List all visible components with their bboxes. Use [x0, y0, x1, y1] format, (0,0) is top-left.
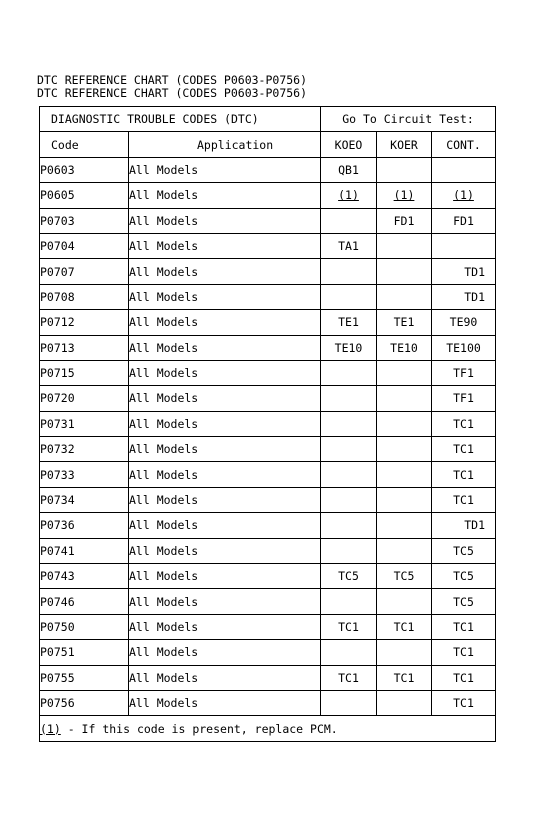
application-cell: All Models: [129, 233, 321, 258]
koeo-test-cell: [321, 437, 377, 462]
application-cell: All Models: [129, 208, 321, 233]
cont-test-cell: TC1: [432, 487, 496, 512]
table-row: [40, 360, 496, 385]
application-cell: All Models: [129, 690, 321, 715]
table-column-header-row: [40, 132, 496, 157]
dtc-code-cell: P0751: [40, 640, 129, 665]
dtc-code-cell: P0708: [40, 284, 129, 309]
cont-test-cell: TC1: [432, 690, 496, 715]
dtc-code-cell: P0746: [40, 589, 129, 614]
dtc-code-cell: P0734: [40, 487, 129, 512]
column-header-application: Application: [129, 132, 321, 157]
application-cell: All Models: [129, 538, 321, 563]
table-row: [40, 564, 496, 589]
cont-test-cell: TC1: [432, 411, 496, 436]
koeo-test-cell: QB1: [321, 157, 377, 182]
koeo-test-cell: [321, 487, 377, 512]
table-row: [40, 690, 496, 715]
table-row: [40, 640, 496, 665]
table-body: [40, 157, 496, 716]
koeo-test-cell: [321, 208, 377, 233]
application-cell: All Models: [129, 462, 321, 487]
dtc-group-header: DIAGNOSTIC TROUBLE CODES (DTC): [40, 107, 321, 132]
dtc-code-cell: P0755: [40, 665, 129, 690]
cont-test-cell: TC1: [432, 614, 496, 639]
koer-test-cell: TE10: [377, 335, 432, 360]
koeo-test-cell: TE1: [321, 310, 377, 335]
koeo-test-cell: [321, 360, 377, 385]
table-row: [40, 259, 496, 284]
koer-test-cell: TC1: [377, 614, 432, 639]
koeo-test-cell: [321, 284, 377, 309]
application-cell: All Models: [129, 386, 321, 411]
koer-test-cell: [377, 259, 432, 284]
table-row: [40, 233, 496, 258]
koer-test-cell: TC1: [377, 665, 432, 690]
koeo-test-cell: TC1: [321, 614, 377, 639]
table-row: [40, 386, 496, 411]
application-cell: All Models: [129, 284, 321, 309]
dtc-code-cell: P0715: [40, 360, 129, 385]
koeo-test-cell: TA1: [321, 233, 377, 258]
application-cell: All Models: [129, 411, 321, 436]
application-cell: All Models: [129, 360, 321, 385]
dtc-code-cell: P0756: [40, 690, 129, 715]
table-row: [40, 462, 496, 487]
koer-test-cell: [377, 589, 432, 614]
cont-test-cell: TF1: [432, 386, 496, 411]
cont-test-cell: TC5: [432, 564, 496, 589]
cont-test-cell: TC1: [432, 462, 496, 487]
koeo-test-cell: [321, 690, 377, 715]
cont-test-cell: FD1: [432, 208, 496, 233]
koer-test-cell: [377, 513, 432, 538]
koeo-test-cell: [321, 589, 377, 614]
koer-test-cell: [377, 284, 432, 309]
table-row: [40, 614, 496, 639]
footnote-marker: (1): [40, 721, 61, 736]
koer-test-cell: TE1: [377, 310, 432, 335]
cont-test-cell: TD1: [432, 284, 496, 309]
koer-test-cell: [377, 640, 432, 665]
table-row: [40, 437, 496, 462]
column-header-koeo: KOEO: [321, 132, 377, 157]
cont-test-cell: TC1: [432, 665, 496, 690]
cont-test-cell: TD1: [432, 259, 496, 284]
koeo-test-cell: [321, 640, 377, 665]
koer-test-cell: [377, 437, 432, 462]
koer-test-cell: (1): [377, 183, 432, 208]
cont-test-cell: TC1: [432, 437, 496, 462]
table-row: [40, 310, 496, 335]
application-cell: All Models: [129, 564, 321, 589]
koer-test-cell: [377, 233, 432, 258]
table-row: [40, 183, 496, 208]
dtc-code-cell: P0741: [40, 538, 129, 563]
dtc-code-cell: P0603: [40, 157, 129, 182]
table-row: [40, 335, 496, 360]
dtc-code-cell: P0703: [40, 208, 129, 233]
table-row: [40, 208, 496, 233]
table-row: [40, 157, 496, 182]
table-row: [40, 411, 496, 436]
column-header-code: Code: [40, 132, 129, 157]
dtc-code-cell: P0704: [40, 233, 129, 258]
footnote: [40, 716, 496, 741]
column-header-koer: KOER: [377, 132, 432, 157]
koer-test-cell: TC5: [377, 564, 432, 589]
dtc-code-cell: P0733: [40, 462, 129, 487]
koer-test-cell: [377, 690, 432, 715]
footnote-row: [40, 716, 496, 741]
table-group-header-row: [40, 107, 496, 132]
dtc-code-cell: P0720: [40, 386, 129, 411]
koeo-test-cell: TE10: [321, 335, 377, 360]
koeo-test-cell: (1): [321, 183, 377, 208]
application-cell: All Models: [129, 589, 321, 614]
koeo-test-cell: [321, 462, 377, 487]
application-cell: All Models: [129, 259, 321, 284]
koer-test-cell: FD1: [377, 208, 432, 233]
dtc-code-cell: P0750: [40, 614, 129, 639]
cont-test-cell: TC5: [432, 589, 496, 614]
application-cell: All Models: [129, 157, 321, 182]
cont-test-cell: TC5: [432, 538, 496, 563]
cont-test-cell: [432, 233, 496, 258]
table-row: [40, 513, 496, 538]
table-row: [40, 538, 496, 563]
koer-test-cell: [377, 487, 432, 512]
koeo-test-cell: [321, 538, 377, 563]
table-row: [40, 589, 496, 614]
dtc-reference-table: [39, 106, 496, 742]
column-header-cont: CONT.: [432, 132, 496, 157]
application-cell: All Models: [129, 183, 321, 208]
application-cell: All Models: [129, 640, 321, 665]
table-row: [40, 284, 496, 309]
table-row: [40, 487, 496, 512]
koeo-test-cell: [321, 259, 377, 284]
koeo-test-cell: [321, 411, 377, 436]
dtc-code-cell: P0707: [40, 259, 129, 284]
dtc-code-cell: P0743: [40, 564, 129, 589]
dtc-code-cell: P0712: [40, 310, 129, 335]
application-cell: All Models: [129, 614, 321, 639]
dtc-code-cell: P0605: [40, 183, 129, 208]
chart-title: DTC REFERENCE CHART (CODES P0603-P0756): [37, 73, 308, 87]
application-cell: All Models: [129, 310, 321, 335]
dtc-code-cell: P0736: [40, 513, 129, 538]
cont-test-cell: TC1: [432, 640, 496, 665]
koeo-test-cell: [321, 513, 377, 538]
cont-test-cell: TF1: [432, 360, 496, 385]
application-cell: All Models: [129, 487, 321, 512]
koer-test-cell: [377, 538, 432, 563]
cont-test-cell: [432, 157, 496, 182]
application-cell: All Models: [129, 335, 321, 360]
application-cell: All Models: [129, 665, 321, 690]
application-cell: All Models: [129, 437, 321, 462]
koeo-test-cell: [321, 386, 377, 411]
cont-test-cell: (1): [432, 183, 496, 208]
application-cell: All Models: [129, 513, 321, 538]
cont-test-cell: TE90: [432, 310, 496, 335]
dtc-code-cell: P0713: [40, 335, 129, 360]
koer-test-cell: [377, 462, 432, 487]
footnote-text: - If this code is present, replace PCM.: [60, 721, 338, 736]
dtc-code-cell: P0731: [40, 411, 129, 436]
chart-title-repeat: DTC REFERENCE CHART (CODES P0603-P0756): [37, 86, 308, 100]
cont-test-cell: TE100: [432, 335, 496, 360]
circuit-test-group-header: Go To Circuit Test:: [321, 107, 496, 132]
table-row: [40, 665, 496, 690]
koer-test-cell: [377, 411, 432, 436]
cont-test-cell: TD1: [432, 513, 496, 538]
koeo-test-cell: TC1: [321, 665, 377, 690]
koer-test-cell: [377, 386, 432, 411]
koeo-test-cell: TC5: [321, 564, 377, 589]
dtc-code-cell: P0732: [40, 437, 129, 462]
koer-test-cell: [377, 157, 432, 182]
koer-test-cell: [377, 360, 432, 385]
